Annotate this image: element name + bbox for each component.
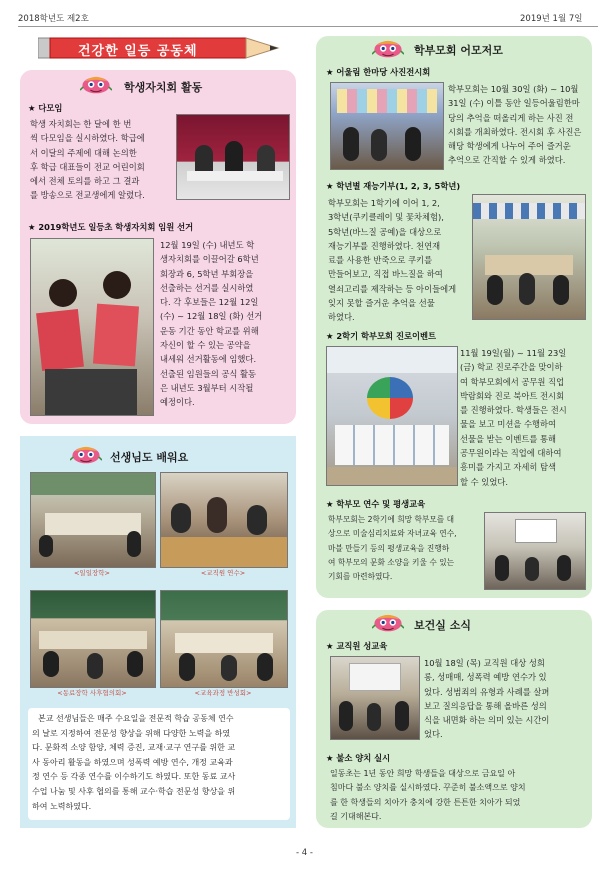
text-line: 후 학급 대표들이 전교 어린이회 bbox=[30, 161, 145, 172]
text-line: 길 기대해본다. bbox=[330, 811, 382, 821]
section-title-talent-donation: ★ 학년별 재능기부(1, 2, 3, 5학년) bbox=[326, 181, 461, 191]
text-line: 기회를 마련하였다. bbox=[328, 572, 393, 582]
text-line: 수업 나눔 및 사후 협의를 통해 교수·학습 전문성 향상을 위 bbox=[32, 786, 236, 796]
text-line: 운동 기간 동안 학교를 위해 bbox=[160, 325, 259, 336]
text-line: 정 연수 등 각종 연수를 이수하기도 하였다. 또한 동료 교사 bbox=[32, 772, 236, 782]
text-line: 서 이달의 주제에 대해 논의한 bbox=[30, 147, 137, 158]
caption-curriculum-review: <교육과정 반성회> bbox=[194, 689, 252, 697]
text-line: 만들어보고, 직접 바느질을 하여 bbox=[328, 269, 443, 280]
photo-career-exhibition bbox=[326, 346, 458, 486]
caption-peer-review: <동료장학 사후협의회> bbox=[57, 689, 127, 697]
parents-title: 학부모회 어모저모 bbox=[414, 44, 503, 57]
text-line: 다. 문화적 소양 함양, 체력 증진, 교재·교구 연구를 위한 교 bbox=[32, 743, 236, 753]
text-line: 여 학부모의 문화 소양을 키울 수 있는 bbox=[328, 557, 455, 567]
student-council-title: 학생자치회 활동 bbox=[124, 81, 203, 94]
text-line: 할 수 있었다. bbox=[460, 476, 508, 487]
text-line: 를 한 학생들의 치아가 충치에 강한 튼튼한 치아가 되었 bbox=[330, 797, 521, 807]
issue-label: 2018학년도 제2호 bbox=[18, 14, 89, 24]
date-label: 2019년 1월 7일 bbox=[520, 14, 583, 24]
photo-parent-education bbox=[484, 512, 586, 590]
text-line: 선출된 임원들의 공식 활동 bbox=[160, 368, 257, 379]
text-line: 재능기부를 진행하였다. 천연재 bbox=[328, 240, 441, 251]
photo-election-candidates bbox=[30, 238, 154, 416]
text-line: 에서 전체 토의를 하고 그 결과 bbox=[30, 176, 140, 187]
text-line: 공무원이라는 직업에 대하여 bbox=[460, 448, 562, 459]
page-number: - 4 - bbox=[296, 848, 313, 858]
parent-education-text bbox=[328, 513, 478, 584]
section-title-damoim: ★ 다모임 bbox=[28, 103, 63, 113]
banner bbox=[38, 36, 288, 60]
text-line: 보고 질의응답을 통해 올바른 성의 bbox=[424, 700, 547, 711]
health-title: 보건실 소식 bbox=[414, 619, 471, 632]
text-line: 학부모회는 10월 30일 (화) ~ 10월 bbox=[448, 84, 579, 94]
section-title-photo-exhibition: ★ 어울림 한마당 사진전시회 bbox=[326, 67, 431, 77]
text-line: 여 학부모회에서 공무원 직업 bbox=[460, 376, 565, 387]
text-line: 씩 다모임을 실시하였다. 학급에 bbox=[30, 133, 145, 144]
section-title-election: ★ 2019학년도 일등초 학생자치회 임원 선거 bbox=[28, 222, 194, 232]
text-line: 흥미를 가지고 자세히 탐색 bbox=[460, 462, 557, 473]
mascot-icon bbox=[70, 444, 102, 465]
text-line: 열쇠고리를 제작하는 등 아이들에게 bbox=[328, 283, 457, 294]
fluoride-text bbox=[330, 767, 586, 824]
text-line: 었다. 성범죄의 유형과 사례를 살펴 bbox=[424, 686, 550, 697]
career-event-text bbox=[460, 346, 588, 489]
text-line: 시회를 개최하였다. 전시회 후 사진은 bbox=[448, 126, 582, 137]
photo-talent-donation bbox=[472, 194, 586, 320]
text-line: 10월 18일 (목) 교직원 대상 성희 bbox=[424, 658, 545, 668]
banner-title: 건강한 일등 공동체 bbox=[78, 44, 198, 59]
caption-staff-training: <교직원 연수> bbox=[200, 569, 246, 577]
photo-council-meeting bbox=[176, 114, 290, 200]
text-line: 해당 학생에게 나누어 주어 즐거운 bbox=[448, 141, 571, 152]
text-line: 상으로 미술심리치료와 자녀교육 연수, bbox=[328, 529, 457, 539]
text-line: 추억으로 간직할 수 있게 하였다. bbox=[448, 155, 566, 166]
text-line: 3학년(쿠키클레이 및 꽃차체험), bbox=[328, 212, 444, 223]
teachers-title: 선생님도 배워요 bbox=[110, 451, 189, 464]
text-line: 11월 19일(월) ~ 11월 23일 bbox=[460, 348, 567, 358]
section-title-parent-education: ★ 학부모 연수 및 평생교육 bbox=[326, 499, 426, 509]
photo-staff-sex-education bbox=[330, 656, 420, 740]
header-divider bbox=[18, 26, 598, 27]
photo-daily-observation bbox=[30, 472, 156, 568]
text-line: 침마다 불소 양치를 실시하였다. 꾸준히 불소액으로 양치 bbox=[330, 783, 526, 793]
text-line: 잊지 못할 즐거운 추억을 선물 bbox=[328, 298, 435, 309]
mascot-icon bbox=[372, 612, 404, 633]
text-line: 학부모회는 2학기에 희망 학부모를 대 bbox=[328, 515, 455, 524]
text-line: 선출하는 선거를 실시하였 bbox=[160, 282, 254, 293]
text-line: 마블 만들기 등의 평생교육을 진행하 bbox=[328, 543, 450, 553]
text-line: 생자치회를 이끌어갈 6학년 bbox=[160, 254, 259, 265]
photo-exhibition bbox=[330, 82, 444, 170]
text-line: 사 동아리 활동을 하였으며 성폭력 예방 연수, 개정 교육과 bbox=[32, 757, 233, 767]
election-text bbox=[160, 238, 288, 410]
text-line: 예정이다. bbox=[160, 397, 195, 408]
text-line: 의 날로 지정하여 전문성 향상을 위해 다양한 노력을 하였 bbox=[32, 728, 231, 738]
text-line: 었다. bbox=[424, 729, 443, 740]
text-line: 학부모회는 1학기에 이어 1, 2, bbox=[328, 198, 440, 208]
text-line: 를 진행하였다. 학생들은 전시 bbox=[460, 405, 567, 416]
text-line: 다. 각 후보들은 12월 12일 bbox=[160, 297, 259, 308]
text-line: (수) ~ 12월 18일 (화) 선거 bbox=[160, 311, 263, 322]
text-line: 롱, 성매매, 성폭력 예방 연수가 있 bbox=[424, 672, 547, 683]
talent-donation-text bbox=[328, 196, 468, 325]
text-line: 일동초는 1년 동안 희망 학생들을 대상으로 금요일 아 bbox=[330, 769, 516, 778]
text-line: 회장과 6, 5학년 부회장을 bbox=[160, 268, 254, 279]
text-line: 내세워 선거활동에 임했다. bbox=[160, 354, 257, 365]
text-line: 당의 추억을 떠올리게 하는 사진 전 bbox=[448, 112, 574, 123]
photo-staff-training bbox=[160, 472, 288, 568]
text-line: 료를 사용한 반죽으로 쿠키를 bbox=[328, 255, 433, 266]
section-title-fluoride: ★ 불소 양치 실시 bbox=[326, 753, 391, 763]
text-line: 자신이 할 수 있는 공약을 bbox=[160, 340, 251, 351]
text-line: 12월 19일 (수) 내년도 학 bbox=[160, 240, 255, 250]
text-line: 본교 선생님들은 매주 수요일을 전문적 학습 공동체 연수 bbox=[38, 714, 234, 723]
text-line: 박람회와 진로 북아트 전시회 bbox=[460, 390, 565, 401]
text-line: 식을 내면화 하는 의미 있는 시간이 bbox=[424, 715, 550, 726]
text-line: 학생 자치회는 한 달에 한 번 bbox=[30, 119, 132, 129]
section-title-career-event: ★ 2학기 학부모회 진로이벤트 bbox=[326, 331, 437, 341]
photo-peer-review bbox=[30, 590, 156, 688]
sex-education-text bbox=[424, 656, 588, 742]
text-line: 를 방송으로 전교생에게 알렸다. bbox=[30, 190, 145, 201]
exhibition-text bbox=[448, 82, 588, 168]
text-line: 은 내년도 3월부터 시작될 bbox=[160, 382, 254, 393]
text-line: (금) 학교 진로주간을 맞이하 bbox=[460, 362, 563, 373]
mascot-icon bbox=[80, 74, 112, 95]
mascot-icon bbox=[372, 38, 404, 59]
section-title-sex-education: ★ 교직원 성교육 bbox=[326, 641, 388, 651]
teachers-text bbox=[32, 712, 288, 814]
caption-daily-observation: <일일장학> bbox=[73, 569, 110, 577]
text-line: 5학년(바느질 공예)을 대상으로 bbox=[328, 226, 442, 237]
text-line: 선물을 받는 이벤트를 통해 bbox=[460, 433, 557, 444]
text-line: 하였다. bbox=[328, 312, 355, 323]
damoim-text bbox=[30, 117, 170, 203]
text-line: 물을 보고 미션을 수행하여 bbox=[460, 419, 557, 430]
photo-curriculum-review bbox=[160, 590, 288, 688]
text-line: 31일 (수) 이틀 동안 일등어울림한마 bbox=[448, 98, 580, 109]
text-line: 하여 노력하였다. bbox=[32, 801, 92, 811]
